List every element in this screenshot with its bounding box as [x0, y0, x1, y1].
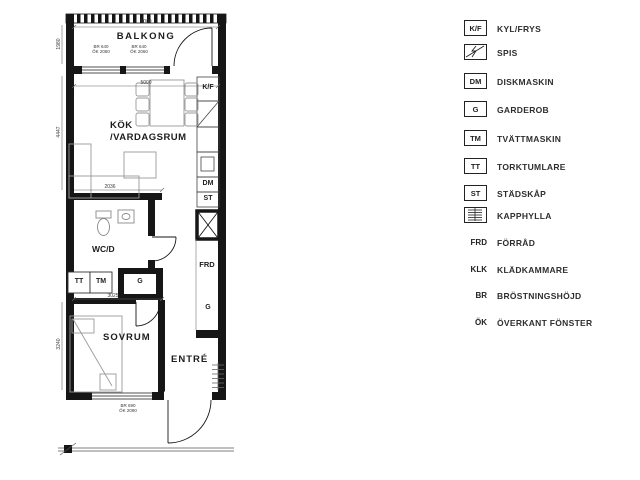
dim-bedroom-depth: 3240 — [56, 338, 62, 350]
shaft — [196, 211, 219, 330]
window-note-bottom — [119, 403, 137, 413]
fridge-freezer-label: K/F — [202, 84, 214, 91]
dim-balcony-width: 5000 — [140, 19, 152, 25]
legend-label-diskmaskin: DISKMASKIN — [497, 77, 554, 87]
window-note-top-left-ok: ÖK 2060 — [92, 49, 110, 54]
dim-sofa-line: 2036 — [104, 184, 116, 190]
window-note-top-right-ok: ÖK 2060 — [130, 49, 148, 54]
window-note-bottom-ok: ÖK 2090 — [119, 408, 137, 413]
dryer-label: TT — [74, 278, 84, 285]
legend-label-kapphylla: KAPPHYLLA — [497, 211, 552, 221]
legend-symbol-kf: K/F — [464, 20, 487, 36]
window-note-top-left — [92, 44, 110, 54]
dim-hall-width: 3025 — [107, 292, 119, 299]
kitchen-label-line2: /VARDAGSRUM — [110, 132, 187, 143]
window-note-top-left-br: BR 640 — [93, 44, 109, 49]
spis-icon — [464, 44, 487, 60]
kapphylla-icon — [464, 207, 487, 223]
legend-label-spis: SPIS — [497, 48, 518, 58]
dim-balcony-depth: 1980 — [56, 38, 62, 50]
window-note-bottom-br: BR 690 — [120, 403, 136, 408]
legend-symbol-tm: TM — [464, 130, 487, 146]
wardrobe-closet-label: G — [137, 278, 143, 285]
legend-symbol-frd: FRD — [470, 238, 487, 247]
entry-label: ENTRÉ — [171, 354, 209, 365]
legend-label-kladkammare: KLÄDKAMMARE — [497, 265, 569, 275]
furniture — [69, 80, 198, 392]
legend-symbol-tt: TT — [464, 158, 487, 174]
legend-label-torktumlare: TORKTUMLARE — [497, 162, 566, 172]
windows — [82, 66, 215, 401]
legend-label-tvattmaskin: TVÄTTMASKIN — [497, 134, 562, 144]
legend-symbol-dm: DM — [464, 73, 487, 89]
legend-label-brostningshojd: BRÖSTNINGSHÖJD — [497, 291, 582, 301]
dishwasher-label: DM — [202, 180, 214, 187]
washer-label: TM — [95, 278, 107, 285]
legend-symbol-ok: ÖK — [475, 318, 487, 327]
kitchen-label-line1: KÖK — [110, 120, 133, 131]
window-note-top-right-br: BR 640 — [131, 44, 147, 49]
wardrobe-column-label: G — [205, 304, 211, 311]
balcony-label: BALKONG — [116, 31, 176, 42]
section-marker — [58, 443, 234, 455]
window-note-top-right — [130, 44, 148, 54]
legend-label-forrad: FÖRRÅD — [497, 238, 536, 248]
legend-label-garderob: GARDEROB — [497, 105, 549, 115]
legend-symbol-st: ST — [464, 185, 487, 201]
legend-label-overkant-fonster: ÖVERKANT FÖNSTER — [497, 318, 593, 328]
cleaning-closet-label: ST — [203, 195, 213, 202]
legend-symbol-klk: KLK — [470, 265, 487, 274]
legend-label-kylfrys: KYL/FRYS — [497, 24, 542, 34]
kitchen-units — [197, 77, 219, 207]
dim-living-depth: 4447 — [56, 126, 62, 138]
bathroom-fixtures — [96, 210, 134, 236]
legend-symbol-g: G — [464, 101, 487, 117]
bedroom-label: SOVRUM — [103, 332, 151, 343]
dim-living-width: 5000 — [140, 80, 152, 86]
legend-symbol-br: BR — [475, 291, 487, 300]
legend-label-stadskap: STÄDSKÅP — [497, 189, 547, 199]
wc-label: WC/D — [92, 244, 115, 254]
storage-label: FRD — [199, 260, 215, 269]
